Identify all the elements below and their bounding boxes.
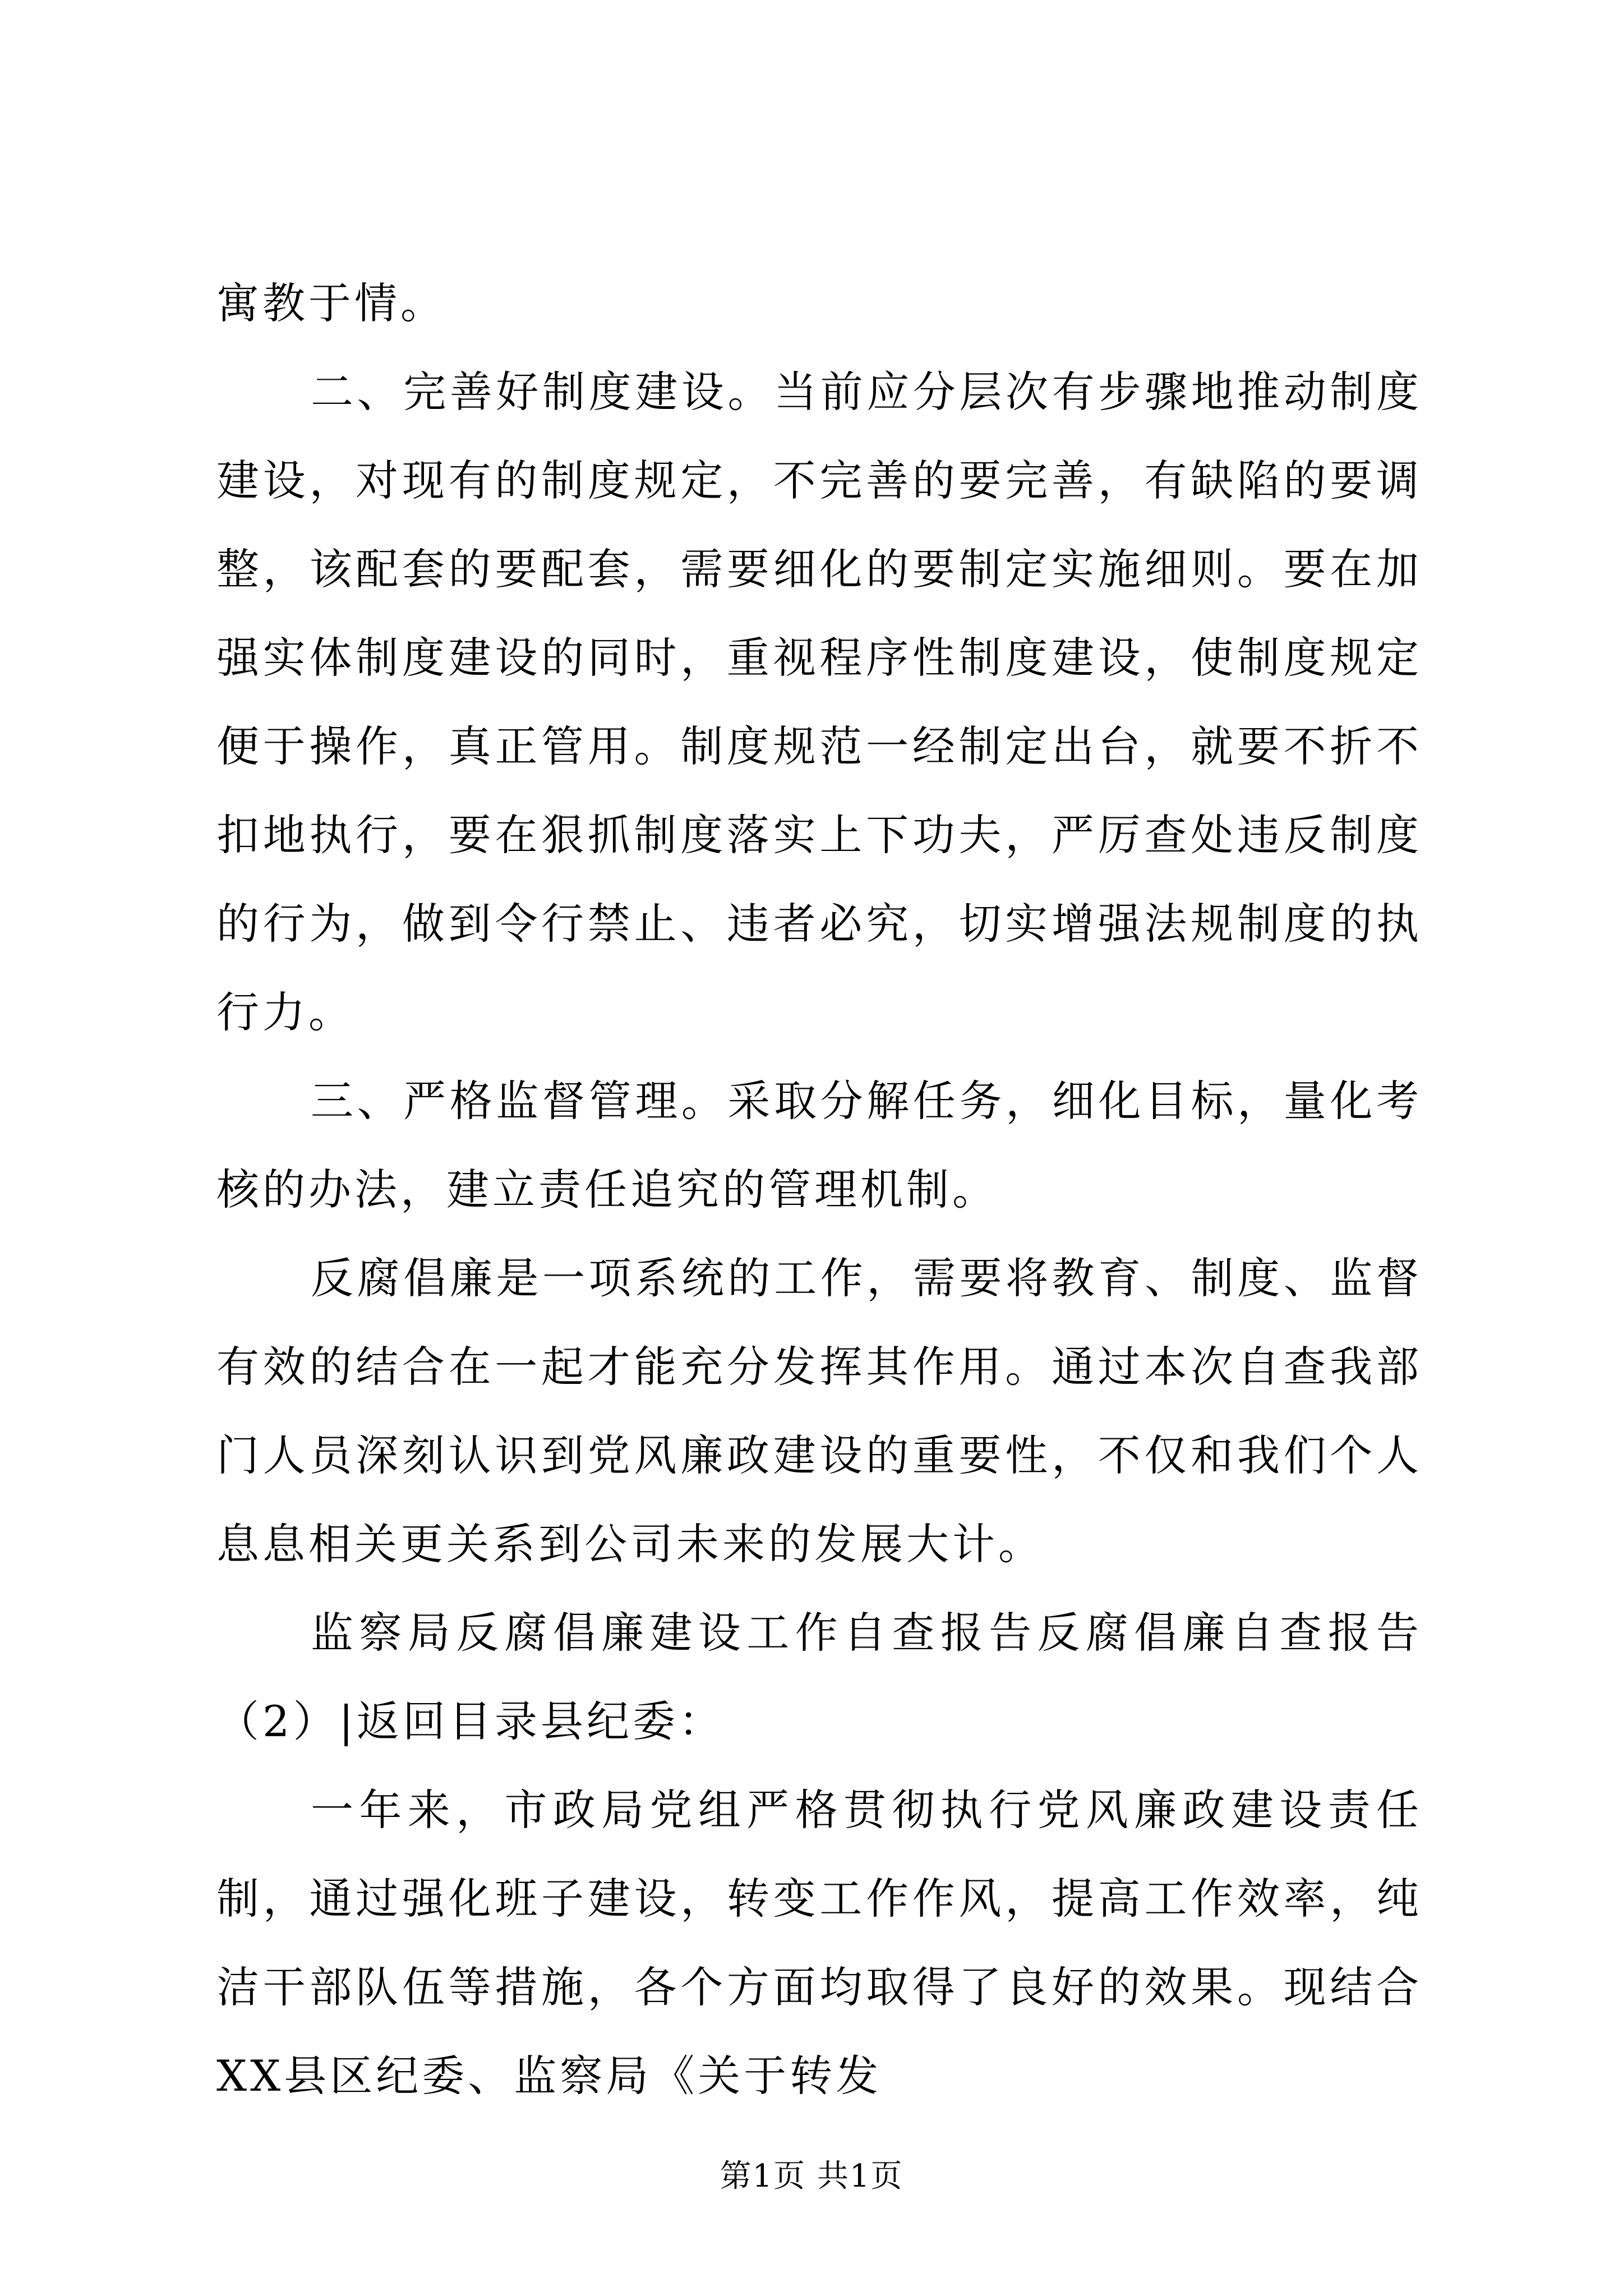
document-body	[216, 259, 1422, 2120]
paragraph-year-review: 一年来，市政局党组严格贯彻执行党风廉政建设责任制，通过强化班子建设，转变工作作风，提高工作效率，纯洁干部队伍等措施，各个方面均取得了良好的效果。现结合XX县区纪委、监察局《关于转发	[216, 1785, 1422, 2101]
paragraph-continuation: 寓教于情。	[216, 278, 446, 328]
page-footer: 第1页 共1页	[720, 2158, 903, 2194]
paragraph-conclusion: 反腐倡廉是一项系统的工作，需要将教育、制度、监督有效的结合在一起才能充分发挥其作用。通过本次自查我部门人员深刻认识到党风廉政建设的重要性，不仅和我们个人息息相关更关系到公司未来的发展大计。	[216, 1253, 1422, 1569]
paragraph-system-building: 二、完善好制度建设。当前应分层次有步骤地推动制度建设，对现有的制度规定，不完善的要完善，有缺陷的要调整，该配套的要配套，需要细化的要制定实施细则。要在加强实体制度建设的同时，重视程序性制度建设，使制度规定便于操作，真正管用。制度规范一经制定出台，就要不折不扣地执行，要在狠抓制度落实上下功夫，严厉查处违反制度的行为，做到令行禁止、违者必究，切实增强法规制度的执行力。	[216, 367, 1422, 1037]
paragraph-supervision: 三、严格监督管理。采取分解任务，细化目标，量化考核的办法，建立责任追究的管理机制。	[216, 1076, 1422, 1214]
paragraph-report-heading: 监察局反腐倡廉建设工作自查报告反腐倡廉自查报告（2）|返回目录县纪委：	[216, 1608, 1422, 1746]
